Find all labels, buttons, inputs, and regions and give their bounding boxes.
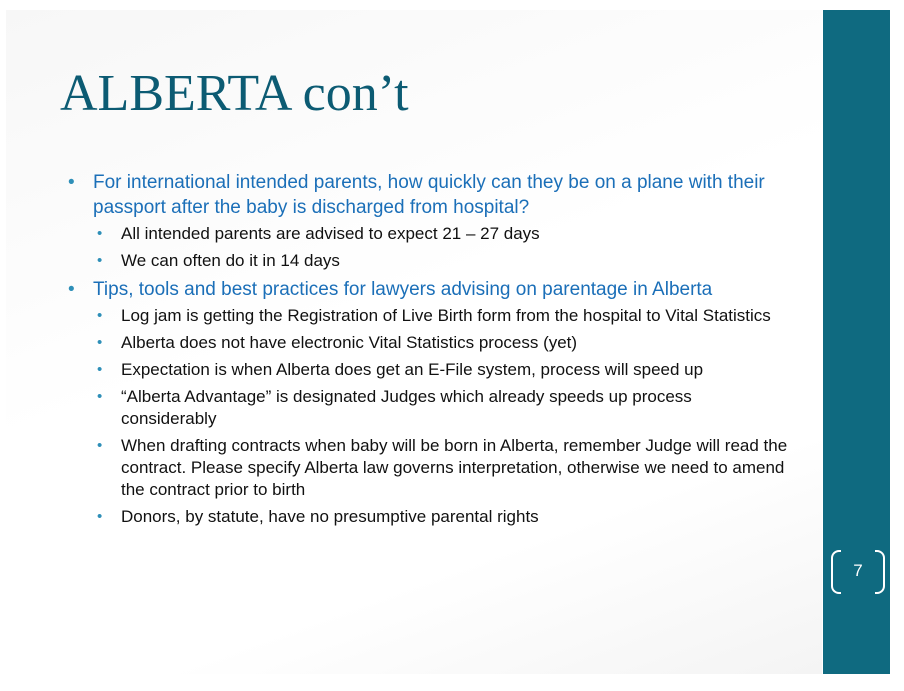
sub-bullet-text: Log jam is getting the Registration of Live Birth form from the hospital to Vital Statistics: [121, 306, 771, 325]
sub-bullet-text: When drafting contracts when baby will be born in Alberta, remember Judge will read the contract. Please specify Alberta law governs interpretation, otherwise we need to amend the contract prior to birth: [121, 436, 788, 499]
bullet-dot-icon: •: [97, 361, 103, 378]
bullet-list: [66, 170, 788, 528]
sub-bullet-item: [93, 359, 788, 381]
sub-bullet-list: [93, 223, 788, 272]
sub-bullet-item: [93, 250, 788, 272]
bullet-text: For international intended parents, how quickly can they be on a plane with their passport after the baby is discharged from hospital?: [93, 172, 765, 218]
bullet-dot-icon: •: [97, 225, 103, 242]
bullet-dot-icon: •: [97, 437, 103, 454]
sub-bullet-item: [93, 332, 788, 354]
bullet-dot-icon: •: [97, 508, 103, 525]
page-number-badge: [829, 547, 887, 597]
bullet-dot-icon: •: [68, 172, 75, 193]
page-number: 7: [853, 561, 863, 580]
sub-bullet-item: [93, 435, 788, 501]
sub-bullet-item: [93, 305, 788, 327]
sub-bullet-item: [93, 506, 788, 528]
sub-bullet-text: Donors, by statute, have no presumptive parental rights: [121, 507, 539, 526]
sub-bullet-item: [93, 223, 788, 245]
bullet-text: Tips, tools and best practices for lawyers advising on parentage in Alberta: [93, 279, 713, 300]
right-brace-icon: [875, 550, 885, 594]
sub-bullet-item: [93, 386, 788, 430]
slide-title: ALBERTA con’t: [60, 65, 409, 122]
sub-bullet-text: All intended parents are advised to expect 21 – 27 days: [121, 224, 540, 243]
bullet-dot-icon: •: [68, 279, 75, 300]
bullet-dot-icon: •: [97, 388, 103, 405]
sub-bullet-text: “Alberta Advantage” is designated Judges which already speeds up process considerably: [121, 387, 692, 428]
bullet-dot-icon: •: [97, 334, 103, 351]
slide-content: [66, 170, 788, 533]
sub-bullet-text: Expectation is when Alberta does get an E-File system, process will speed up: [121, 360, 704, 379]
bullet-dot-icon: •: [97, 252, 103, 269]
sub-bullet-text: Alberta does not have electronic Vital Statistics process (yet): [121, 333, 578, 352]
sub-bullet-list: [93, 305, 788, 528]
bullet-item: [66, 170, 788, 272]
bullet-dot-icon: •: [97, 307, 103, 324]
sub-bullet-text: We can often do it in 14 days: [121, 251, 340, 270]
bullet-item: [66, 277, 788, 528]
